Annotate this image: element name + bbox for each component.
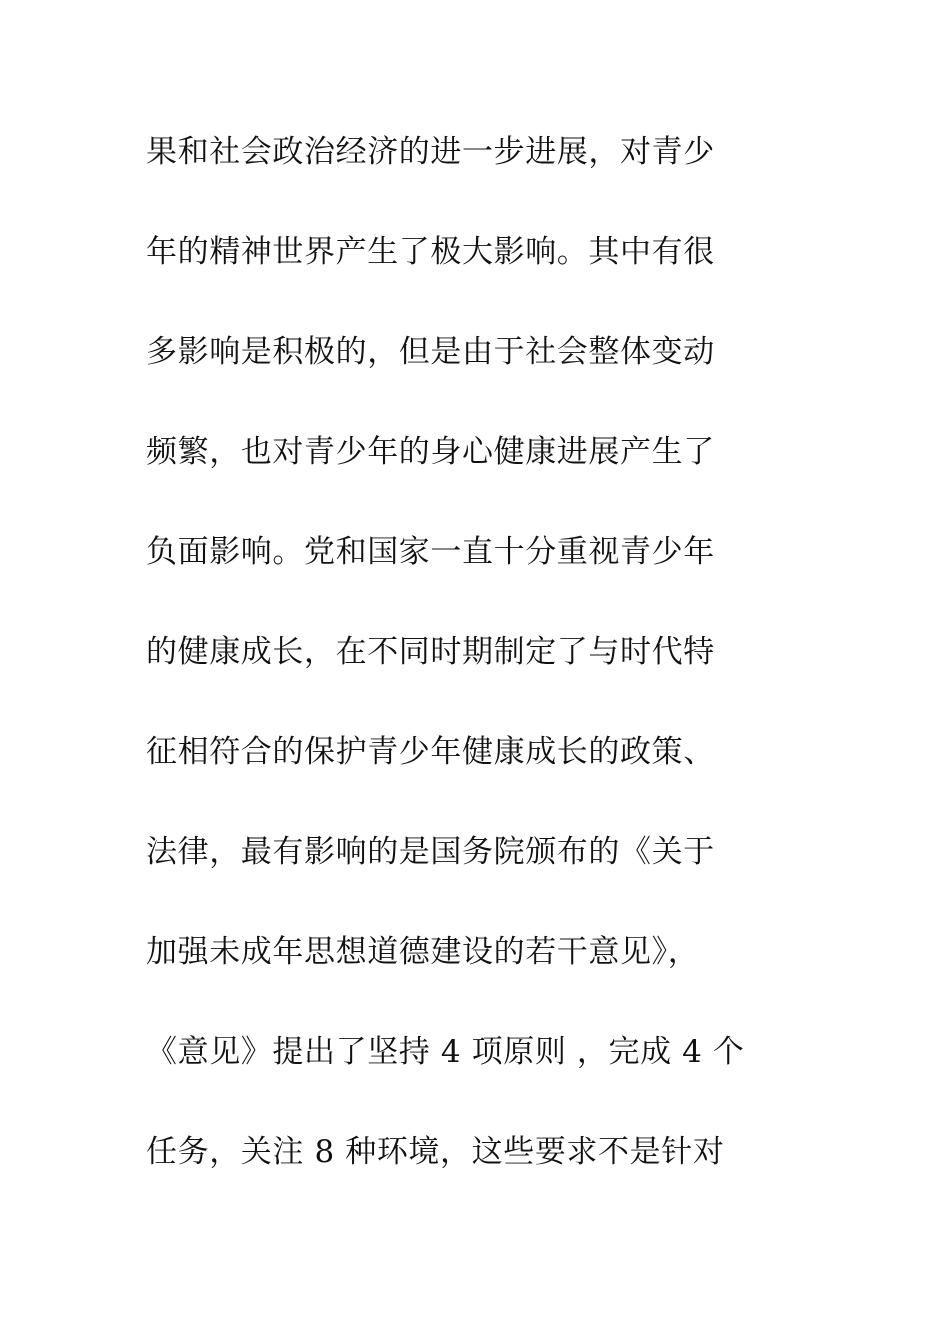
text-line: 多影响是积极的，但是由于社会整体变动 <box>146 334 715 370</box>
text-line: 任务，关注 8 种环境，这些要求不是针对 <box>146 1134 725 1170</box>
body-text <box>146 122 806 1222</box>
text-line: 频繁，也对青少年的身心健康进展产生了 <box>146 434 715 470</box>
text-line: 负面影响。党和国家一直十分重视青少年 <box>146 534 715 570</box>
text-line: 加强未成年思想道德建设的若干意见》， <box>146 934 700 970</box>
text-line: 征相符合的保护青少年健康成长的政策、 <box>146 734 715 770</box>
text-line: 法律，最有影响的是国务院颁布的《关于 <box>146 834 715 870</box>
text-line: 年的精神世界产生了极大影响。其中有很 <box>146 234 715 270</box>
text-line: 《意见》提出了坚持 4 项原则 ，完成 4 个 <box>146 1034 745 1070</box>
text-line: 果和社会政治经济的进一步进展，对青少 <box>146 134 715 170</box>
text-line: 的健康成长，在不同时期制定了与时代特 <box>146 634 715 670</box>
